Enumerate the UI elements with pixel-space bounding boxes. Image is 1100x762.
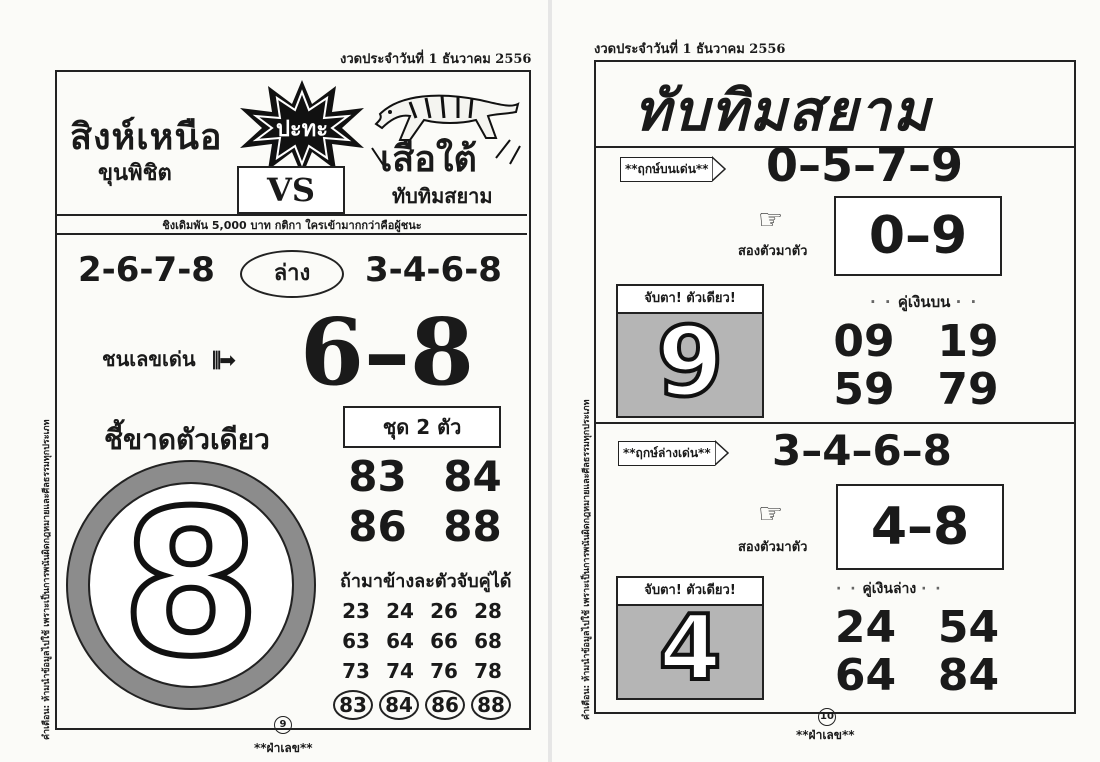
left-issue-date: งวดประจำวันที่ 1 ธันวาคม 2556 <box>340 52 532 67</box>
money-number: 24 <box>834 602 897 653</box>
bottom-single-digit: 4 <box>658 596 722 701</box>
top-watch-box <box>616 284 764 418</box>
team-b-subtitle: ทับทิมสยาม <box>392 184 493 208</box>
right-title: ทับทิมสยาม <box>634 78 932 144</box>
versus-box: VS <box>237 166 345 214</box>
extra-label: ถ้ามาข้างละตัวจับคู่ได้ <box>340 571 512 592</box>
section-divider <box>596 422 1074 424</box>
set-label-box: ชุด 2 ตัว <box>343 406 501 448</box>
pair-grid <box>330 452 520 552</box>
bottom-number-set: 3–4–6–8 <box>772 426 952 475</box>
right-side-warning: คำเตือน: ห้ามนำข้อมูลไปใช้ เพราะเป็นการพนันผิดกฎหมายและศีลธรรมทุกประเภท <box>582 399 592 720</box>
pointing-hand-icon: ☞ <box>758 203 784 236</box>
headline-label: ชนเลขเด่น <box>102 347 196 371</box>
circled-number-row <box>330 690 514 720</box>
top-tag-label: **ฤกษ์บนเด่น** <box>620 157 712 182</box>
right-issue-date: งวดประจำวันที่ 1 ธันวาคม 2556 <box>594 42 786 57</box>
pointer-arrow-icon: ⫼➡ <box>212 348 234 372</box>
money-number: 54 <box>937 602 1000 653</box>
extra-number: 24 <box>386 599 414 623</box>
team-a-name: สิงห์เหนือ <box>70 117 223 158</box>
bottom-money-label: · · คู่เงินล่าง · · <box>836 581 943 597</box>
top-money-label: · · คู่เงินบน · · <box>870 293 979 311</box>
money-number: 09 <box>833 316 895 367</box>
left-number-set: 2-6-7-8 <box>78 250 215 290</box>
left-footer: **ฝ่าเลข** <box>254 741 313 755</box>
top-single-digit: 9 <box>656 306 724 418</box>
right-page <box>552 0 1100 762</box>
pair-number: 88 <box>443 502 502 551</box>
pointing-hand-icon: ☞ <box>758 497 784 530</box>
left-page-number: 9 <box>274 716 292 734</box>
extra-number: 73 <box>342 659 370 683</box>
left-side-warning: คำเตือน: ห้ามนำข้อมูลไปใช้ เพราะเป็นการพนันผิดกฎหมายและศีลธรรมทุกประเภท <box>42 419 52 740</box>
rule-line: ชิงเดิมพัน 5,000 บาท กติกา ใครเข้ามากกว่าคือผู้ชนะ <box>162 219 422 232</box>
top-tag <box>620 156 726 182</box>
tag-arrow-icon <box>712 156 726 182</box>
bottom-tag <box>618 440 729 466</box>
extra-number: 23 <box>342 599 370 623</box>
bottom-label-oval: ล่าง <box>240 250 344 298</box>
single-digit: 8 <box>121 468 261 701</box>
pair-number: 84 <box>443 452 502 501</box>
right-number-set: 3-4-6-8 <box>365 250 502 290</box>
bottom-tag-label: **ฤกษ์ล่างเด่น** <box>618 441 715 466</box>
extra-number: 28 <box>474 599 502 623</box>
circled-number: 86 <box>425 690 465 720</box>
team-b-name: เสือใต้ <box>380 139 477 180</box>
money-number: 79 <box>937 364 999 415</box>
extra-number-grid <box>334 596 510 686</box>
extra-number: 26 <box>430 599 458 623</box>
extra-number: 76 <box>430 659 458 683</box>
extra-number: 64 <box>386 629 414 653</box>
extra-number: 74 <box>386 659 414 683</box>
single-digit-disc <box>66 460 316 710</box>
right-footer: **ฝ่าเลข** <box>796 728 855 742</box>
extra-number: 78 <box>474 659 502 683</box>
circled-number: 83 <box>333 690 373 720</box>
single-digit-label: ชี้ขาดตัวเดียว <box>104 423 270 456</box>
left-page <box>0 0 548 762</box>
top-pair-hint: สองตัวมาตัว <box>738 244 808 259</box>
top-pair-box: 0–9 <box>834 196 1002 276</box>
top-number-set: 0–5–7–9 <box>766 138 964 192</box>
burst-label: ปะทะ <box>275 117 329 142</box>
right-page-number: 10 <box>818 708 836 726</box>
rule-divider-bottom <box>57 233 527 235</box>
bottom-pair-hint: สองตัวมาตัว <box>738 540 808 555</box>
bottom-money-grid <box>814 604 1020 700</box>
top-money-grid <box>812 318 1020 414</box>
top-watch-label: จับตา! ตัวเดียว! <box>618 286 762 314</box>
extra-number: 66 <box>430 629 458 653</box>
bottom-watch-label: จับตา! ตัวเดียว! <box>618 578 762 606</box>
headline-pair: 6–8 <box>300 298 475 406</box>
money-number: 84 <box>937 650 1000 701</box>
extra-number: 68 <box>474 629 502 653</box>
pair-number: 83 <box>348 452 407 501</box>
money-number: 64 <box>834 650 897 701</box>
bottom-pair-box: 4–8 <box>836 484 1004 570</box>
bottom-watch-box <box>616 576 764 700</box>
tag-arrow-icon <box>715 440 729 466</box>
team-a-subtitle: ขุนพิชิต <box>98 161 172 186</box>
extra-number: 63 <box>342 629 370 653</box>
money-number: 59 <box>833 364 895 415</box>
pair-number: 86 <box>348 502 407 551</box>
money-number: 19 <box>937 316 999 367</box>
circled-number: 88 <box>471 690 511 720</box>
circled-number: 84 <box>379 690 419 720</box>
clash-burst <box>238 78 366 178</box>
